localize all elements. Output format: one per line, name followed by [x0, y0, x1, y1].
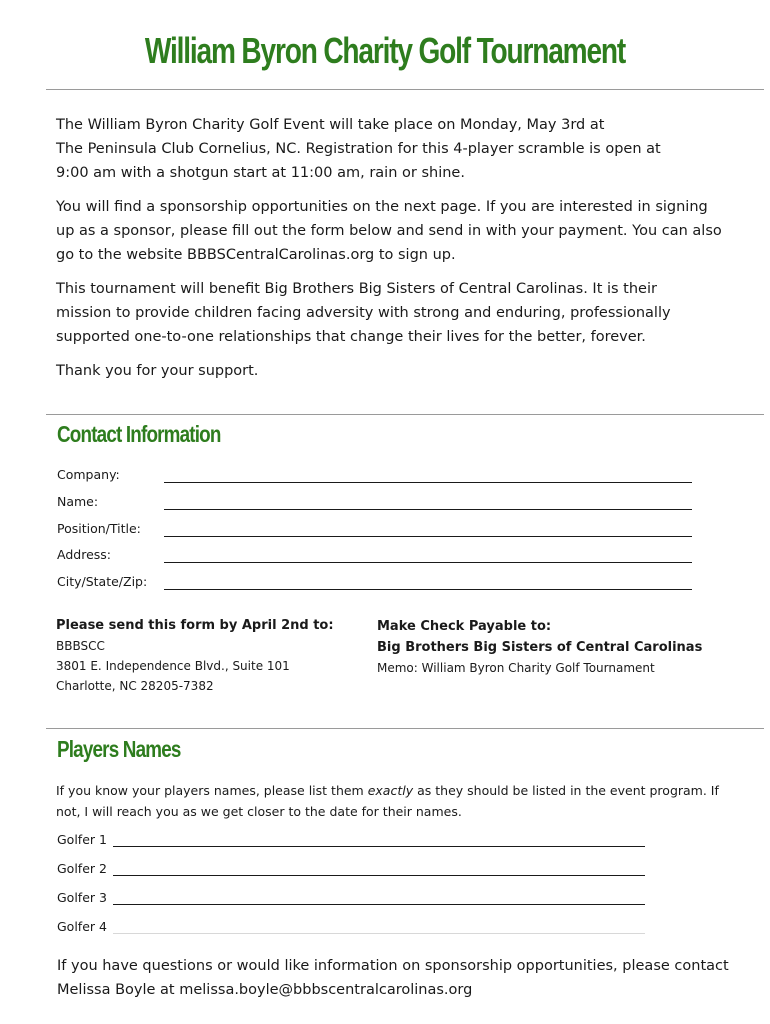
- header-divider: [46, 89, 764, 90]
- players-intro: [56, 780, 746, 822]
- players-section-title: Players Names: [57, 736, 181, 762]
- name-label: Name:: [57, 494, 99, 509]
- contact-divider: [46, 414, 764, 415]
- golfer-1-label: Golfer 1: [57, 832, 107, 847]
- city-label: City/State/Zip:: [57, 574, 148, 589]
- thank-you-line: Thank you for your support.: [56, 363, 259, 379]
- intro-line: up as a sponsor, please fill out the form below and send in with your payment. You can also: [56, 223, 722, 239]
- mailing-address-block: [56, 616, 376, 696]
- name-field[interactable]: [164, 509, 692, 510]
- intro-line: The William Byron Charity Golf Event will take place on Monday, May 3rd at: [56, 117, 605, 133]
- players-intro-line2: not, I will reach you as we get closer to the date for their names.: [56, 804, 462, 819]
- intro-line: This tournament will benefit Big Brothers Big Sisters of Central Carolinas. It is their: [56, 281, 657, 297]
- golfer-2-label: Golfer 2: [57, 861, 107, 876]
- mailing-city: Charlotte, NC 28205-7382: [56, 679, 214, 693]
- footer-contact: [57, 954, 757, 1002]
- golfer-3-field[interactable]: [113, 904, 645, 905]
- position-field[interactable]: [164, 536, 692, 537]
- players-intro-line1: If you know your players names, please list them exactly as they should be listed in the event program. If: [56, 783, 719, 798]
- intro-line: supported one-to-one relationships that change their lives for the better, forever.: [56, 329, 646, 345]
- city-field[interactable]: [164, 589, 692, 590]
- mailing-street: 3801 E. Independence Blvd., Suite 101: [56, 659, 290, 673]
- address-field[interactable]: [164, 562, 692, 563]
- address-label: Address:: [57, 547, 111, 562]
- mailing-org: BBBSCC: [56, 639, 105, 653]
- golfer-1-field[interactable]: [113, 846, 645, 847]
- company-field[interactable]: [164, 482, 692, 483]
- golfer-4-field[interactable]: [113, 933, 645, 934]
- golfer-3-label: Golfer 3: [57, 890, 107, 905]
- footer-line: Melissa Boyle at melissa.boyle@bbbscentralcarolinas.org: [57, 982, 473, 998]
- page-title: William Byron Charity Golf Tournament: [144, 30, 626, 71]
- golfer-2-field[interactable]: [113, 875, 645, 876]
- intro-line: 9:00 am with a shotgun start at 11:00 am, rain or shine.: [56, 165, 465, 181]
- position-label: Position/Title:: [57, 521, 141, 536]
- intro-text: [56, 113, 746, 383]
- check-payable-block: [377, 617, 757, 678]
- players-divider: [46, 728, 764, 729]
- footer-line: If you have questions or would like information on sponsorship opportunities, please contact: [57, 958, 729, 974]
- golfer-4-label: Golfer 4: [57, 919, 107, 934]
- check-payee: Big Brothers Big Sisters of Central Carolinas: [377, 640, 703, 655]
- intro-line: The Peninsula Club Cornelius, NC. Registration for this 4-player scramble is open at: [56, 141, 661, 157]
- check-heading: Make Check Payable to:: [377, 619, 552, 634]
- intro-line: mission to provide children facing adversity with strong and enduring, professionally: [56, 305, 671, 321]
- intro-line: go to the website BBBSCentralCarolinas.org to sign up.: [56, 247, 456, 263]
- intro-line: You will find a sponsorship opportunities on the next page. If you are interested in signing: [56, 199, 708, 215]
- contact-section-title: Contact Information: [57, 421, 221, 447]
- check-memo: Memo: William Byron Charity Golf Tournament: [377, 661, 655, 675]
- mailing-heading: Please send this form by April 2nd to:: [56, 618, 334, 633]
- company-label: Company:: [57, 467, 120, 482]
